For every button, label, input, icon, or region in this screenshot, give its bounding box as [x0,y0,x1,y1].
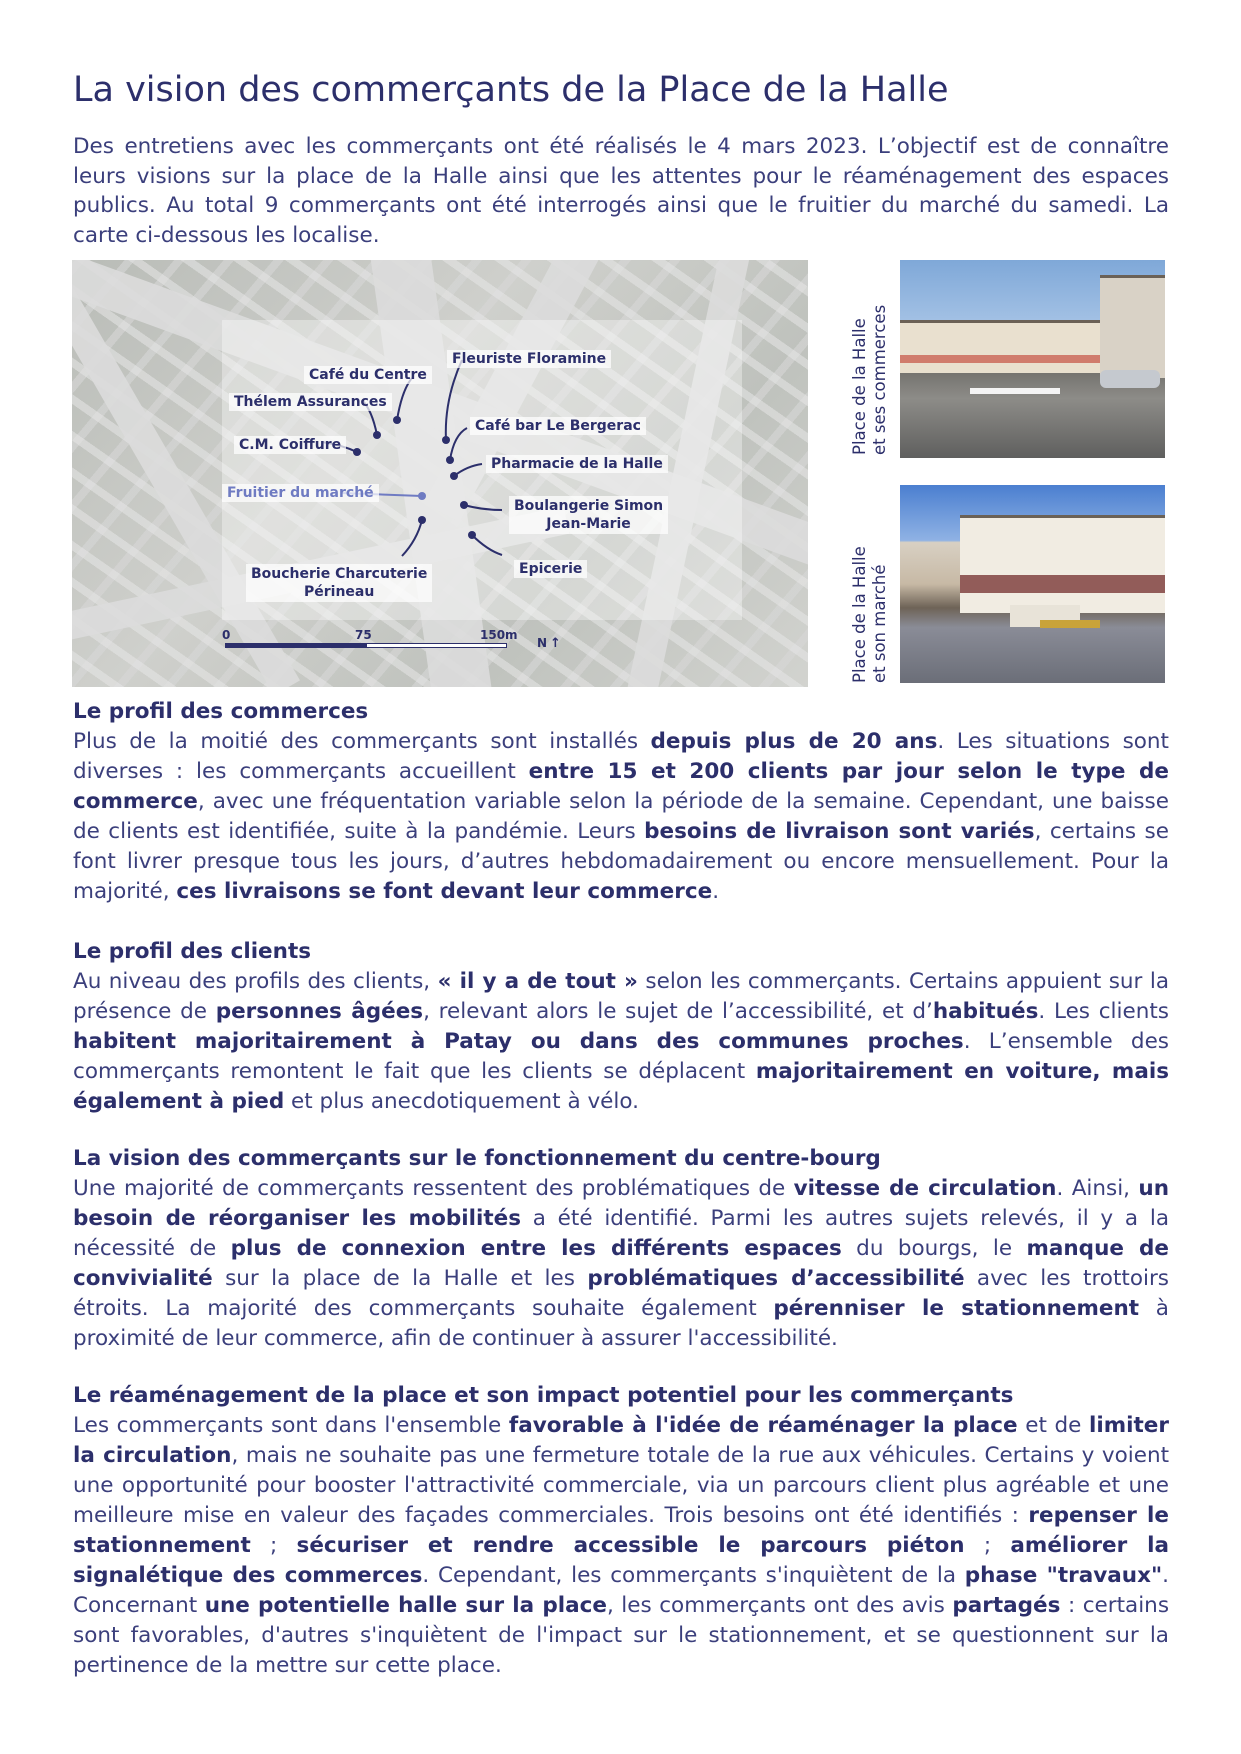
body-text: selon les commerçants. Certains appuient sur la présence de [73,969,1169,1024]
highlight-text: besoins de livraison sont variés [644,819,1035,844]
photo-place-marche [900,485,1165,683]
body-text: , les commerçants ont des avis [606,1593,953,1618]
highlight-text: « il y a de tout » [437,969,638,994]
section-profil-clients [73,937,1169,1117]
map-label-boulangerie: Boulangerie Simon Jean-Marie [509,496,668,534]
highlight-text: depuis plus de 20 ans [650,729,938,754]
body-text: du bourgs, le [841,1236,1027,1261]
highlight-text: limiter la circulation [73,1413,1169,1468]
body-text: à proximité de leur commerce, afin de continuer à assurer l'accessibilité. [73,1296,1169,1351]
highlight-text: sécuriser et rendre accessible le parcours piéton [296,1533,965,1558]
section-text-vision [73,1174,1169,1354]
highlight-text: plus de connexion entre les différents espaces [230,1236,842,1261]
body-text: , avec une fréquentation variable selon la période de la semaine. Cependant, une baisse de clients est identifiée, suite à la pandémie. Leurs [73,789,1169,844]
highlight-text: une potentielle halle sur la place [204,1593,607,1618]
body-text: . Les clients [1038,999,1169,1024]
body-text: . Concernant [73,1563,1169,1618]
intro-paragraph: Des entretiens avec les commerçants ont été réalisés le 4 mars 2023. L’objectif est de connaître leurs visions sur la place de la Halle ainsi que les attentes pour le réaménagement des espaces publics. Au total 9 commerçants ont été interrogés ainsi que le fruitier du marché du samedi. La carte ci-dessous les localise. [73,134,1169,248]
map-label-pharmacie: Pharmacie de la Halle [486,455,668,473]
section-title-reamenagement: Le réaménagement de la place et son impact potentiel pour les commerçants [73,1383,1014,1408]
highlight-text: manque de convivialité [73,1236,1170,1291]
highlight-text: problématiques d’accessibilité [587,1266,965,1291]
section-text-commerces [73,727,1169,907]
body-text: a été identifié. Parmi les autres sujets relevés, il y a la nécessité de [73,1206,1169,1261]
map-label-cafe-bergerac: Café bar Le Bergerac [470,417,646,435]
scale-label-start: 0 [222,628,231,642]
body-text: : certains sont favorables, d'autres s'inquiètent de l'impact sur le stationnement, et se questionnent sur la pertinence de la mettre sur cette place. [73,1593,1170,1678]
highlight-text: vitesse de circulation [793,1176,1057,1201]
body-text: , mais ne souhaite pas une fermeture totale de la rue aux véhicules. Certains y voient une opportunité pour booster l'attractivité commerciale, via un parcours client plus agréable et une meilleure mise en valeur des façades commerciales. Trois besoins ont été identifiés : [73,1443,1169,1528]
section-title-clients: Le profil des clients [73,939,312,964]
body-text: Plus de la moitié des commerçants sont installés [73,729,651,754]
map-label-cafe-centre: Café du Centre [304,366,432,384]
map-image [72,260,808,687]
body-text: sur la place de la Halle et les [212,1266,588,1291]
photo-place-commerces [900,260,1165,458]
section-title-vision: La vision des commerçants sur le fonctionnement du centre-bourg [73,1146,881,1171]
map-leader-lines [72,260,808,687]
map-label-fleuriste: Fleuriste Floramine [447,350,611,368]
page-title: La vision des commerçants de la Place de la Halle [73,70,949,110]
scale-label-end: 150m [480,628,518,642]
body-text: , relevant alors le sujet de l’accessibilité, et d’ [423,999,933,1024]
highlight-text: repenser le stationnement [73,1503,1169,1558]
highlight-text: pérenniser le stationnement [773,1296,1140,1321]
section-text-clients [73,967,1169,1117]
body-text: . Ainsi, [1056,1176,1139,1201]
highlight-text: ces livraisons se font devant leur commerce [176,879,713,904]
map-label-coiffure: C.M. Coiffure [234,436,346,454]
highlight-text: un besoin de réorganiser les mobilités [73,1176,1170,1231]
photo-caption-1: Place de la Halle et ses commerces [850,304,889,455]
highlight-text: phase "travaux" [964,1563,1163,1588]
highlight-text: entre 15 et 200 clients par jour selon le type de commerce [73,759,1169,814]
scale-label-mid: 75 [355,628,372,642]
scale-bar-dark [225,643,366,648]
section-profil-commerces [73,697,1169,907]
north-label: N [537,636,548,650]
body-text: , certains se font livrer presque tous les jours, d’autres hebdomadairement ou encore mensuellement. Pour la majorité, [73,819,1169,904]
photo-caption-2: Place de la Halle et son marché [850,546,889,683]
map-label-fruitier: Fruitier du marché [222,484,379,502]
section-title-commerces: Le profil des commerces [73,699,369,724]
body-text: avec les trottoirs étroits. La majorité des commerçants souhaite également [73,1266,1169,1321]
body-text: Une majorité de commerçants ressentent des problématiques de [73,1176,794,1201]
section-reamenagement [73,1381,1169,1681]
highlight-text: majoritairement en voiture, mais également à pied [73,1059,1169,1114]
body-text: Les commerçants sont dans l'ensemble [73,1413,509,1438]
scale-bar-light [366,643,507,648]
north-arrow-icon: ↑ [550,636,561,651]
body-text: Au niveau des profils des clients, [73,969,438,994]
map-label-epicerie: Epicerie [514,560,587,578]
body-text: et de [1017,1413,1090,1438]
highlight-text: habitent majoritairement à Patay ou dans des communes proches [73,1029,964,1054]
highlight-text: habitués [932,999,1039,1024]
body-text: . [712,879,720,904]
highlight-text: partagés [952,1593,1061,1618]
highlight-text: améliorer la signalétique des commerces [73,1533,1169,1588]
body-text: ; [250,1533,297,1558]
body-text: . Les situations sont diverses : les commerçants accueillent [73,729,1169,784]
body-text: et plus anecdotiquement à vélo. [284,1089,639,1114]
section-vision-centre-bourg [73,1144,1169,1354]
highlight-text: favorable à l'idée de réaménager la place [508,1413,1018,1438]
section-text-reamenagement [73,1411,1169,1681]
map-label-boucherie: Boucherie Charcuterie Périneau [246,564,432,602]
map-label-thelem: Thélem Assurances [229,393,392,411]
body-text: ; [964,1533,1011,1558]
body-text: . Cependant, les commerçants s'inquiètent de la [422,1563,965,1588]
body-text: . L’ensemble des commerçants remontent le fait que les clients se déplacent [73,1029,1170,1084]
highlight-text: personnes âgées [215,999,424,1024]
